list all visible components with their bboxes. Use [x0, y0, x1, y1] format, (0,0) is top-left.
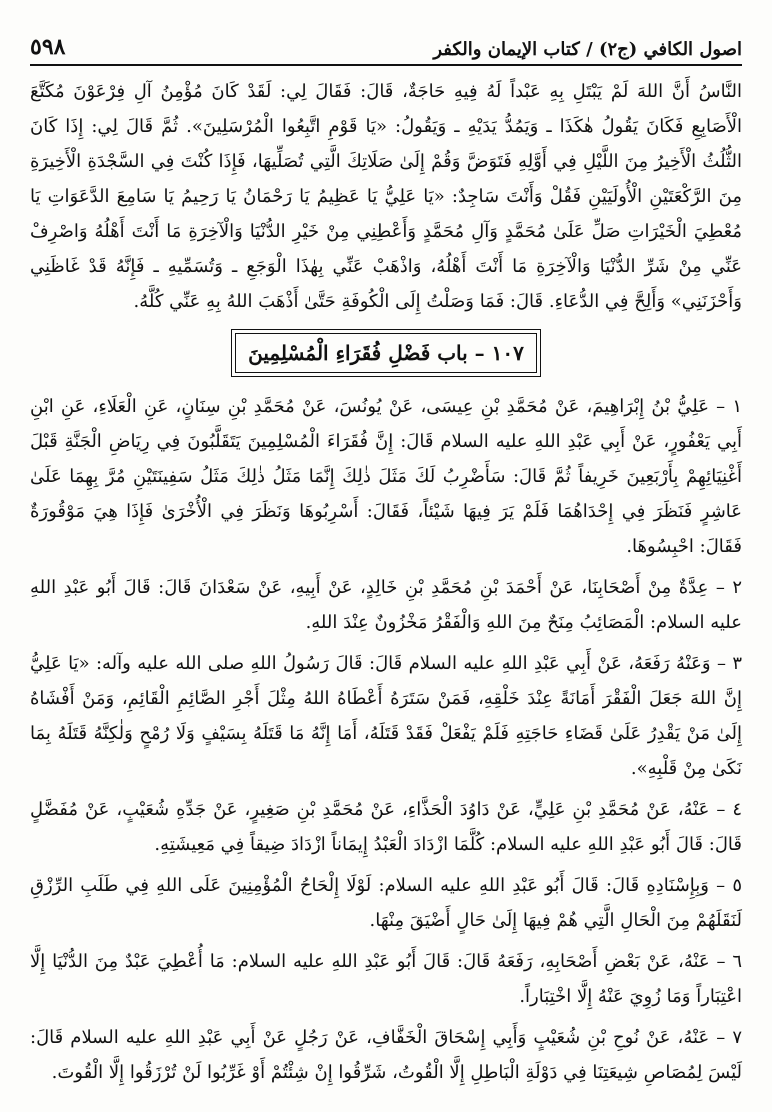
- hadith-6: ٦ – عَنْهُ، عَنْ بَعْضِ أَصْحَابِهِ، رَفَعَهُ قَالَ: قَالَ أَبُو عَبْدِ اللهِ عليه السلام: مَا أُعْطِيَ عَبْدٌ مِنَ الدُّنْيَا إِلَّا اعْتِبَاراً وَمَا زُوِيَ عَنْهُ إِلَّا اخْتِبَاراً.: [30, 951, 742, 1007]
- page-number: ٥٩٨: [30, 34, 66, 60]
- chapter-heading: ١٠٧ – باب فَضْلِ فُقَرَاءِ الْمُسْلِمِينَ: [235, 333, 537, 373]
- hadith-5: ٥ – وَبِإِسْنَادِهِ قَالَ: قَالَ أَبُو عَبْدِ اللهِ عليه السلام: لَوْلَا إِلْحَاحُ الْمُؤْمِنِينَ عَلَى اللهِ فِي طَلَبِ الرِّزْقِ لَنَقَلَهُمْ مِنَ الْحَالِ الَّتِي هُمْ فِيهَا إِلَىٰ حَالٍ أَضْيَقَ مِنْهَا.: [30, 875, 742, 931]
- page-header: [30, 30, 742, 66]
- running-title: اصول الكافي (ج٢) / كتاب الإيمان والكفر: [433, 39, 742, 60]
- hadith-4: ٤ – عَنْهُ، عَنْ مُحَمَّدِ بْنِ عَلِيٍّ، عَنْ دَاوُدَ الْحَذَّاءِ، عَنْ مُحَمَّدِ بْنِ صَغِيرٍ، عَنْ جَدِّهِ شُعَيْبٍ، عَنْ مُفَضَّلٍ قَالَ: قَالَ أَبُو عَبْدِ اللهِ عليه السلام: كُلَّمَا ازْدَادَ الْعَبْدُ إِيمَاناً ازْدَادَ ضِيقاً فِي مَعِيشَتِهِ.: [30, 799, 742, 855]
- hadith-2: ٢ – عِدَّةٌ مِنْ أَصْحَابِنَا، عَنْ أَحْمَدَ بْنِ مُحَمَّدِ بْنِ خَالِدٍ، عَنْ أَبِيهِ، عَنْ سَعْدَانَ قَالَ: قَالَ أَبُو عَبْدِ اللهِ عليه السلام: الْمَصَائِبُ مِنَحٌ مِنَ اللهِ وَالْفَقْرُ مَخْزُونٌ عِنْدَ اللهِ.: [30, 577, 742, 633]
- hadith-7: ٧ – عَنْهُ، عَنْ نُوحِ بْنِ شُعَيْبٍ وَأَبِي إِسْحَاقَ الْخَفَّافِ، عَنْ رَجُلٍ عَنْ أَبِي عَبْدِ اللهِ عليه السلام قَالَ: لَيْسَ لِمُصَاصِ شِيعَتِنَا فِي دَوْلَةِ الْبَاطِلِ إِلَّا الْقُوتُ، شَرِّقُوا إِنْ شِئْتُمْ أَوْ غَرِّبُوا لَنْ تُرْزَقُوا إِلَّا الْقُوتَ.: [30, 1027, 742, 1083]
- hadith-3: ٣ – وَعَنْهُ رَفَعَهُ، عَنْ أَبِي عَبْدِ اللهِ عليه السلام قَالَ: قَالَ رَسُولُ اللهِ صلى الله عليه وآله: «يَا عَلِيُّ إِنَّ اللهَ جَعَلَ الْفَقْرَ أَمَانَةً عِنْدَ خَلْقِهِ، فَمَنْ سَتَرَهُ أَعْطَاهُ اللهُ مِثْلَ أَجْرِ الصَّائِمِ الْقَائِمِ، وَمَنْ أَفْشَاهُ إِلَىٰ مَنْ يَقْدِرُ عَلَىٰ قَضَاءِ حَاجَتِهِ فَلَمْ يَفْعَلْ فَقَدْ قَتَلَهُ، أَمَا إِنَّهُ مَا قَتَلَهُ بِسَيْفٍ وَلَا رُمْحٍ وَلٰكِنَّهُ قَتَلَهُ بِمَا نَكَىٰ مِنْ قَلْبِهِ».: [30, 653, 742, 779]
- intro-paragraph: النَّاسُ أَنَّ اللهَ لَمْ يَبْتَلِ بِهِ عَبْداً لَهُ فِيهِ حَاجَةٌ، قَالَ: فَقَالَ لِي: لَقَدْ كَانَ مُؤْمِنُ آلِ فِرْعَوْنَ مُكَتَّعَ الْأَصَابِعِ فَكَانَ يَقُولُ هٰكَذَا ـ وَيَمُدُّ يَدَيْهِ ـ وَيَقُولُ: «يَا قَوْمِ اتَّبِعُوا الْمُرْسَلِينَ». ثُمَّ قَالَ لِي: إِذَا كَانَ الثُّلُثُ الْأَخِيرُ مِنَ اللَّيْلِ فِي أَوَّلِهِ فَتَوَضَّ وَقُمْ إِلَىٰ صَلَاتِكَ الَّتِي تُصَلِّيهَا، فَإِذَا كُنْتَ فِي السَّجْدَةِ الْأَخِيرَةِ مِنَ الرَّكْعَتَيْنِ الْأُولَيَيْنِ فَقُلْ وَأَنْتَ سَاجِدٌ: «يَا عَلِيُّ يَا عَظِيمُ يَا رَحْمَانُ يَا رَحِيمُ يَا سَامِعَ الدَّعَوَاتِ يَا مُعْطِيَ الْخَيْرَاتِ صَلِّ عَلَىٰ مُحَمَّدٍ وَآلِ مُحَمَّدٍ وَأَعْطِنِي مِنْ خَيْرِ الدُّنْيَا وَالْآخِرَةِ مَا أَنْتَ أَهْلُهُ وَاصْرِفْ عَنِّي مِنْ شَرِّ الدُّنْيَا وَالْآخِرَةِ مَا أَنْتَ أَهْلُهُ، وَاذْهَبْ عَنِّي بِهٰذَا الْوَجَعِ ـ وَتُسَمِّيهِ ـ فَإِنَّهُ قَدْ غَاظَنِي وَأَحْزَنَنِي» وَأَلِحَّ فِي الدُّعَاءِ. قَالَ: فَمَا وَصَلْتُ إِلَى الْكُوفَةِ حَتَّىٰ أَذْهَبَ اللهُ بِهِ عَنِّي كُلَّهُ.: [30, 81, 742, 312]
- page-body: [30, 74, 742, 1090]
- hadith-1: ١ – عَلِيُّ بْنُ إِبْرَاهِيمَ، عَنْ مُحَمَّدِ بْنِ عِيسَى، عَنْ يُونُسَ، عَنْ مُحَمَّدِ بْنِ سِنَانٍ، عَنِ الْعَلَاءِ، عَنِ ابْنِ أَبِي يَعْفُورٍ، عَنْ أَبِي عَبْدِ اللهِ عليه السلام قَالَ: إِنَّ فُقَرَاءَ الْمُسْلِمِينَ يَتَقَلَّبُونَ فِي رِيَاضِ الْجَنَّةِ قَبْلَ أَغْنِيَائِهِمْ بِأَرْبَعِينَ خَرِيفاً ثُمَّ قَالَ: سَأَضْرِبُ لَكَ مَثَلَ ذٰلِكَ إِنَّمَا مَثَلُ ذٰلِكَ مَثَلُ سَفِينَتَيْنِ مُرَّ بِهِمَا عَلَىٰ عَاشِرٍ فَنَظَرَ فِي إِحْدَاهُمَا فَلَمْ يَرَ فِيهَا شَيْئاً، فَقَالَ: أَسْرِبُوهَا وَنَظَرَ فِي الْأُخْرَىٰ فَإِذَا هِيَ مَوْقُورَةٌ فَقَالَ: احْبِسُوهَا.: [30, 396, 742, 557]
